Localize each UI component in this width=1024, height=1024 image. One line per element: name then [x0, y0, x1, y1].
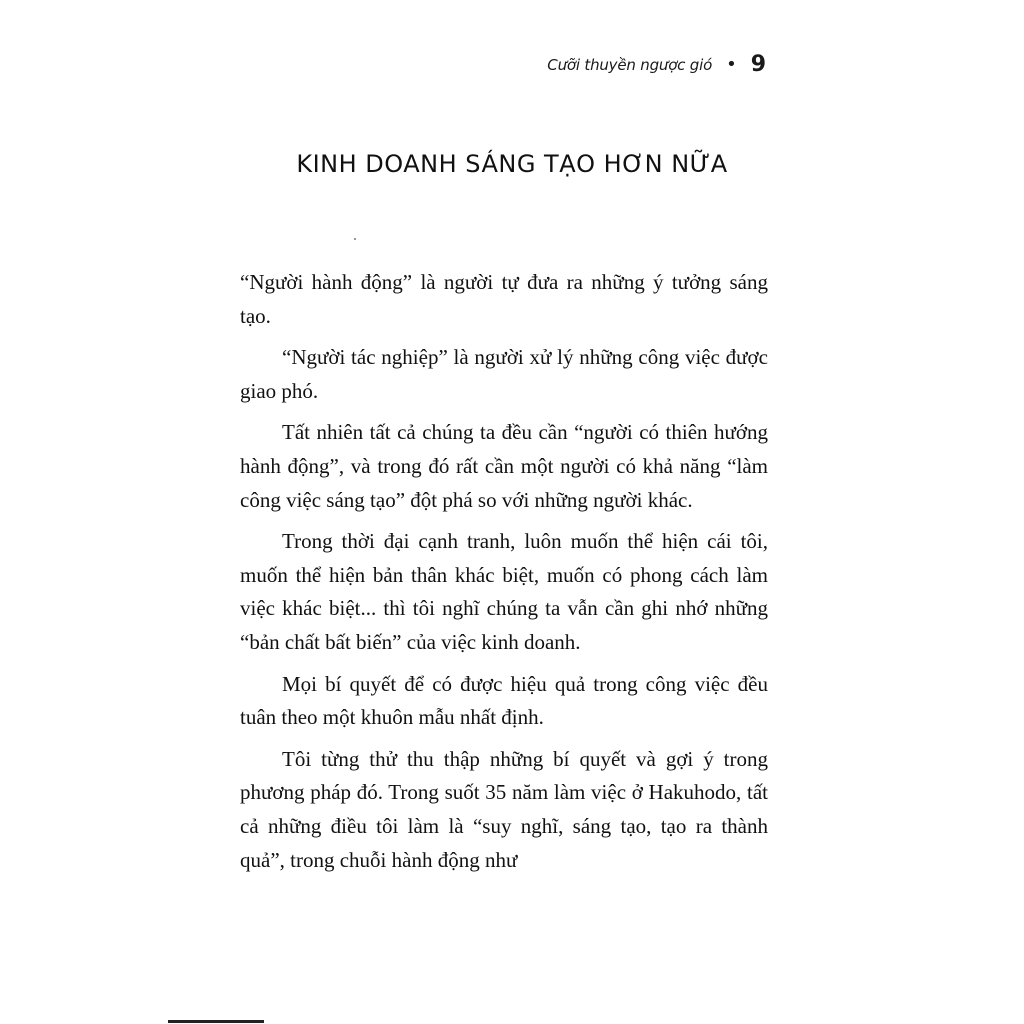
- chapter-title: KINH DOANH SÁNG TẠO HƠN NỮA: [296, 150, 728, 178]
- body-text: [240, 266, 768, 885]
- bullet-separator: •: [726, 53, 737, 75]
- print-speck: [354, 238, 356, 240]
- paragraph: “Người tác nghiệp” là người xử lý những công việc được giao phó.: [240, 345, 768, 403]
- page-number: 9: [750, 52, 766, 77]
- bottom-edge-mark: [168, 1020, 264, 1023]
- running-header: [547, 52, 766, 77]
- paragraph: Trong thời đại cạnh tranh, luôn muốn thể hiện cái tôi, muốn thể hiện bản thân khác biệt, muốn có phong cách làm việc khác biệt... thì tôi nghĩ chúng ta vẫn cần ghi nhớ những “bản chất bất biến” của việc kinh doanh.: [240, 529, 768, 654]
- paragraph: Tất nhiên tất cả chúng ta đều cần “người có thiên hướng hành động”, và trong đó rất cần một người có khả năng “làm công việc sáng tạo” đột phá so với những người khác.: [240, 420, 768, 512]
- paragraph: Tôi từng thử thu thập những bí quyết và gợi ý trong phương pháp đó. Trong suốt 35 năm làm việc ở Hakuhodo, tất cả những điều tôi làm là “suy nghĩ, sáng tạo, tạo ra thành quả”, trong chuỗi hành động như: [240, 746, 768, 872]
- paragraph: “Người hành động” là người tự đưa ra những ý tưởng sáng tạo.: [240, 270, 768, 328]
- paragraph: Mọi bí quyết để có được hiệu quả trong công việc đều tuân theo một khuôn mẫu nhất định.: [240, 671, 768, 730]
- running-title: Cưỡi thuyền ngược gió: [547, 55, 713, 74]
